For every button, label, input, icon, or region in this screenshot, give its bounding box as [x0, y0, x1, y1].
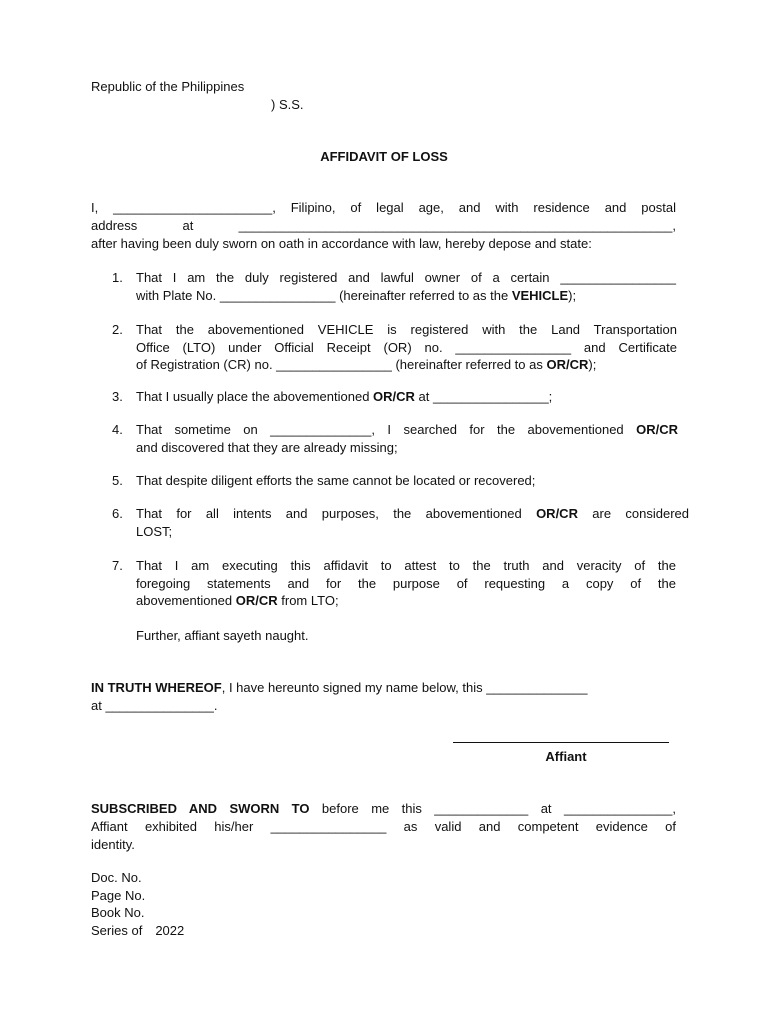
item-3-line-1: That I usually place the abovementioned OR/CR at ________________;	[136, 389, 553, 404]
series-year: 2022	[155, 923, 185, 938]
item-6	[136, 505, 689, 540]
item-4	[136, 421, 678, 456]
book-no-label: Book No.	[91, 905, 145, 920]
item-6-line-2: LOST;	[136, 523, 173, 539]
item-5-number: 5.	[112, 473, 123, 488]
jurat-line-2: Affiant exhibited his/her ________________ as valid and competent evidence of	[91, 819, 676, 834]
item-3-number: 3.	[112, 389, 123, 404]
republic-line: Republic of the Philippines	[91, 79, 245, 94]
item-1-line-2: with Plate No. ________________ (hereinafter referred to as the VEHICLE);	[136, 287, 577, 303]
item-6-line-1: That for all intents and purposes, the abovementioned OR/CR are considered	[136, 506, 689, 521]
document-title: AFFIDAVIT OF LOSS	[320, 149, 448, 164]
jurat-line-3: identity.	[91, 837, 135, 852]
item-7-line-3: abovementioned OR/CR from LTO;	[136, 593, 339, 608]
item-2-line-1: That the abovementioned VEHICLE is registered with the Land Transportation	[136, 322, 677, 337]
item-5-line-1: That despite diligent efforts the same cannot be located or recovered;	[136, 473, 536, 488]
item-7-line-1: That I am executing this affidavit to attest to the truth and veracity of the	[136, 558, 676, 573]
doc-no-label: Doc. No.	[91, 870, 142, 885]
item-2-line-3: of Registration (CR) no. ________________ (hereinafter referred to as OR/CR);	[136, 357, 597, 372]
item-4-line-1: That sometime on ______________, I searched for the abovementioned OR/CR	[136, 422, 678, 437]
item-2-line-2: Office (LTO) under Official Receipt (OR) no. ________________ and Certificate	[136, 339, 677, 355]
jurat-line-1: SUBSCRIBED AND SWORN TO before me this _____________ at _______________,	[91, 801, 677, 816]
item-5	[136, 472, 688, 490]
further-statement: Further, affiant sayeth naught.	[136, 628, 309, 643]
affiant-label: Affiant	[545, 749, 587, 764]
intro-line-1: I, ______________________, Filipino, of legal age, and with residence and postal	[91, 200, 676, 215]
series-label: Series of	[91, 923, 143, 938]
item-2-number: 2.	[112, 322, 123, 337]
item-1-line-1: That I am the duly registered and lawful owner of a certain ________________	[136, 270, 676, 285]
page-no-label: Page No.	[91, 888, 146, 903]
item-7-number: 7.	[112, 558, 123, 573]
item-6-number: 6.	[112, 506, 123, 521]
item-1	[136, 269, 676, 304]
item-7-line-2: foregoing statements and for the purpose of requesting a copy of the	[136, 575, 676, 591]
intro-line-3: after having been duly sworn on oath in accordance with law, hereby depose and state:	[91, 236, 592, 251]
truth-whereof-line-2: at _______________.	[91, 698, 218, 713]
ss-line: ) S.S.	[271, 97, 304, 112]
intro-line-2: address at ____________________________________________________________,	[91, 218, 676, 233]
signature-line	[453, 742, 669, 743]
item-4-number: 4.	[112, 422, 123, 437]
series-line	[91, 922, 184, 940]
item-1-number: 1.	[112, 270, 123, 285]
item-4-line-2: and discovered that they are already missing;	[136, 439, 398, 455]
item-7	[136, 557, 676, 610]
item-3	[136, 388, 688, 406]
item-2	[136, 321, 677, 374]
truth-whereof-line-1: IN TRUTH WHEREOF, I have hereunto signed my name below, this ______________	[91, 680, 588, 695]
